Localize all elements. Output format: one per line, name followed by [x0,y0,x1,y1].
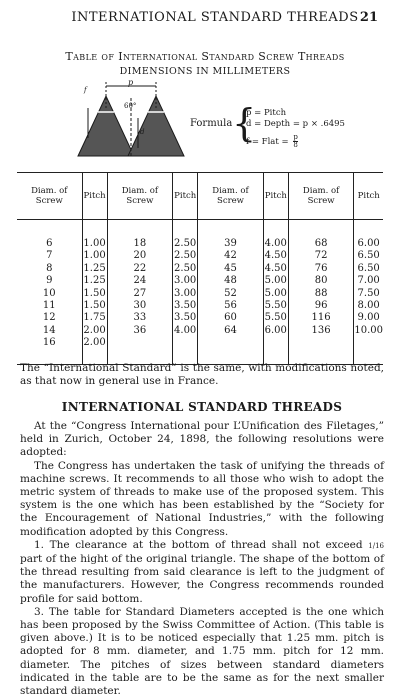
pitch-cell: 1.50 [83,287,106,299]
pitch-cell: 3.50 [174,312,197,324]
table-row [17,312,383,324]
formula-line-pitch: p = Pitch [246,108,287,118]
angle-label: 60° [124,102,137,110]
diameter-cell: 30 [107,300,173,312]
diameter-cell: 60 [198,312,264,324]
pitch-cell: 9.00 [354,312,383,324]
table-row [17,250,383,262]
diameter-cell: 11 [42,300,56,312]
pitch-cell: 3.00 [174,275,197,287]
col-header: Diam. of Screw [198,173,264,220]
table-row [17,300,383,312]
pitch-cell: 3.50 [174,300,197,312]
table-body [17,220,383,365]
section-heading: INTERNATIONAL STANDARD THREADS [61,400,343,414]
pitch-cell: 2.50 [174,262,197,274]
table-row [17,263,383,275]
pitch-cell: 2.50 [174,250,197,262]
diameter-cell: 14 [42,324,56,336]
paragraph: 3. The table for Standard Diameters accepted is the one which has been proposed by the Swiss Committee of Action. (This table is given above.) It is to be noticed especially that 1.25 mm. pitch is adopted for 8 mm. diameter, and 1.75 mm. pitch for 12 mm. diameter. The pitches of sizes between standard diameters indicated in the table are to be the same as for the next smaller standard diameter. [20,605,384,698]
table-row [17,220,383,251]
diameter-cell: 96 [288,300,354,312]
formula-block [190,101,390,154]
diameter-cell [288,337,354,364]
diameter-cell: 24 [107,275,173,287]
diameter-cell: 22 [107,263,173,275]
pitch-cell: 5.50 [264,312,287,324]
diameter-cell: 33 [107,312,173,324]
pitch-cell: 8.00 [354,300,383,312]
col-header: Pitch [354,173,383,220]
running-head: INTERNATIONAL STANDARD THREADS [71,10,359,25]
diameter-cell: 56 [198,300,264,312]
diameter-cell: 48 [198,275,264,287]
pitch-cell: 6.50 [354,263,383,275]
pitch-cell: 4.50 [264,250,287,262]
pitch-cell: 1.25 [83,262,106,274]
diameter-cell: 6 [46,238,53,249]
formula-line-flat: f = Flat = $\frac{p}{8}$ [246,133,298,149]
body-text [20,420,384,698]
pitch-cell: 4.00 [263,220,288,251]
diameter-cell: 7 [46,250,53,262]
diameter-cell: 42 [198,250,264,262]
flat-label: f [84,86,87,94]
diameter-cell [198,337,264,364]
col-header: Pitch [263,173,288,220]
table-row [17,288,383,300]
table-note: The “International Standard” is the same, with modifications noted, as that now in general use in France. [20,362,384,387]
pitch-cell: 3.00 [174,287,197,299]
paragraph: At the “Congress International pour L’Unification des Filetages,” held in Zurich, October 24, 1898, the following resolutions were adopted: [20,420,384,459]
diameter-cell: 9 [46,275,53,287]
pitch-cell: 2.00 [82,337,107,364]
pitch-cell: 4.50 [264,262,287,274]
pitch-cell: 4.00 [174,324,197,336]
pitch-cell: 6.50 [354,250,383,262]
pitch-cell: 2.00 [83,324,106,336]
diameter-cell: 36 [107,325,173,337]
pitch-label: p [128,78,134,87]
diameter-cell: 64 [198,325,264,337]
thread-profile-diagram [68,78,198,158]
pitch-cell [263,337,288,364]
pitch-cell: 1.25 [83,275,106,287]
formula-label: Formula [190,118,233,129]
pitch-cell: 7.00 [354,275,383,287]
formula-fraction: $\frac{p}{8}$ [293,133,298,149]
diameter-cell: 136 [288,325,354,337]
pitch-cell: 6.00 [264,324,287,336]
pitch-cell: 10.00 [354,324,383,336]
diameter-cell: 16 [17,337,82,364]
paragraph: 1. The clearance at the bottom of thread shall not exceed 1/16 part of the hight of the original triangle. The shape of the bottom of the thread resulting from said clearance is left to the judgment of the manufacturers. However, the Congress recommends rounded profile for said bottom. [20,538,384,605]
diameter-cell: 18 [107,220,173,251]
depth-label: d [140,128,145,136]
diameter-cell: 72 [288,250,354,262]
screw-thread-table [17,172,383,365]
clearance-fraction: 1/16 [368,541,384,550]
col-header: Pitch [173,173,198,220]
col-header: Pitch [82,173,107,220]
diameter-cell: 39 [198,220,264,251]
diameter-cell: 52 [198,288,264,300]
pitch-cell: 5.00 [264,275,287,287]
diameter-cell: 45 [198,263,264,275]
pitch-cell: 1.00 [83,250,106,262]
diameter-cell [107,337,173,364]
col-header: Diam. of Screw [288,173,354,220]
diameter-cell: 12 [42,312,56,324]
pitch-cell: 6.00 [354,220,383,251]
diameter-cell: 68 [288,220,354,251]
diameter-cell: 88 [288,288,354,300]
table-row [17,275,383,287]
page-number: 21 [359,10,378,25]
pitch-cell: 1.75 [83,312,106,324]
formula-brace: { [232,101,257,145]
table-title: Table of International Standard Screw Threads [65,50,345,63]
pitch-cell: 2.50 [173,220,198,251]
diameter-cell: 80 [288,275,354,287]
pitch-cell: 1.50 [83,300,106,312]
diameter-cell: 8 [46,262,53,274]
diameter-cell: 10 [42,287,56,299]
pitch-cell: 7.50 [354,288,383,300]
diameter-cell: 116 [288,312,354,324]
pitch-cell [354,337,383,364]
diameter-cell: 76 [288,263,354,275]
col-header: Diam. of Screw [17,173,82,220]
table-header-row [17,173,383,220]
pitch-cell: 1.00 [82,220,107,251]
pitch-cell: 5.50 [264,300,287,312]
paragraph: The Congress has undertaken the task of unifying the threads of machine screws. It recommends to all those who wish to adopt the metric system of threads to make use of the proposed system. This system is the one which has been established by the “Society for the Encouragement of National Industries,” with the following modification adopted by this Congress. [20,459,384,538]
diameter-cell: 20 [107,250,173,262]
formula-line-depth: d = Depth = p × .6495 [246,119,345,129]
table-row [17,337,383,364]
diameter-cell: 27 [107,288,173,300]
table-row [17,325,383,337]
pitch-cell [173,337,198,364]
col-header: Diam. of Screw [107,173,173,220]
table-subtitle: DIMENSIONS IN MILLIMETERS [119,66,291,77]
pitch-cell: 5.00 [264,287,287,299]
